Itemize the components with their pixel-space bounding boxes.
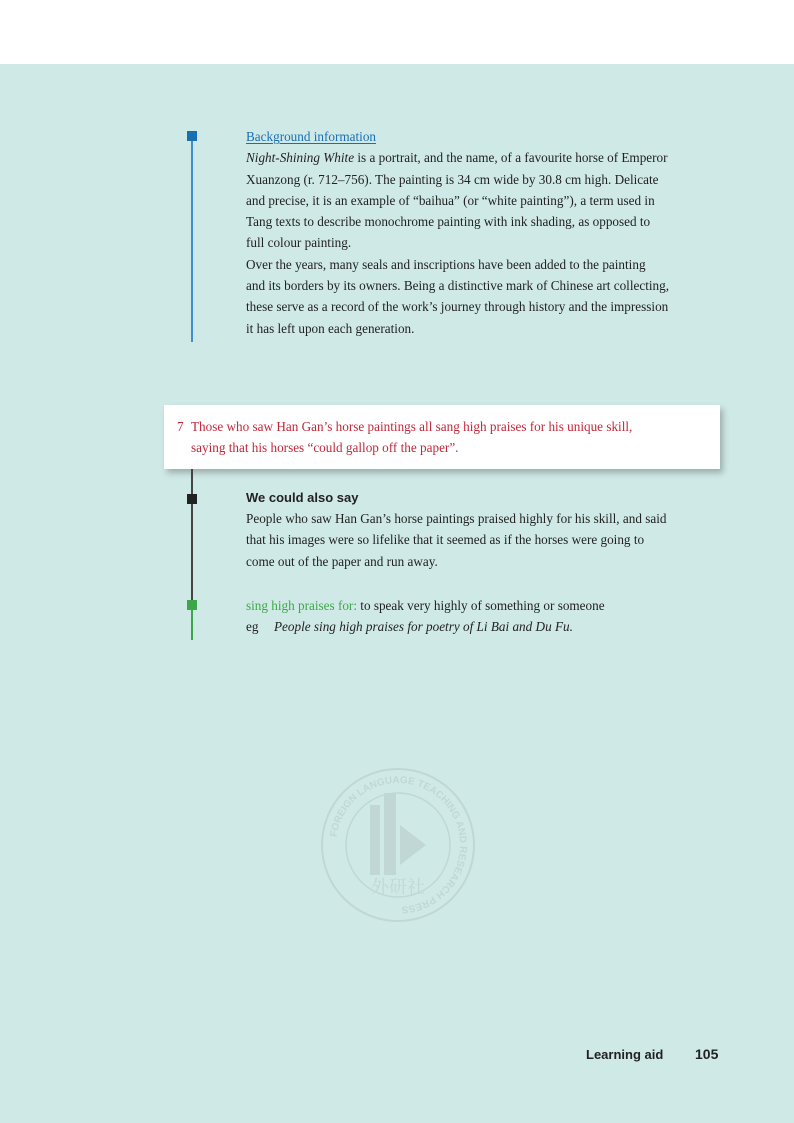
also-say-title: We could also say bbox=[246, 490, 359, 505]
background-info-paragraph-1: Night-Shining White is a portrait, and the name, of a favourite horse of Emperor Xuanzong (r. 712–756). The painting is 34 cm wide by 30.8 cm high. Delicate and precise, it is an example of “baihua” (or “white painting”), a term used in Tang texts to describe monochrome painting with ink shading, as opposed to full colour painting. bbox=[246, 150, 668, 251]
also-say-line bbox=[191, 469, 193, 604]
also-say-block: We could also say People who saw Han Gan’s horse paintings praised highly for his skill, and said that his images were so lifelike that it seemed as if the horses were going to come out of the paper and run away. bbox=[246, 487, 726, 572]
vocab-term: sing high praises for: bbox=[246, 598, 357, 613]
footer-section-label: Learning aid bbox=[586, 1047, 664, 1062]
background-info-title: Background information bbox=[246, 129, 377, 144]
sentence-number: 7 bbox=[177, 419, 184, 434]
sentence-callout bbox=[164, 405, 720, 469]
example-sentence: People sing high praises for poetry of Li Bai and Du Fu. bbox=[274, 619, 573, 635]
background-info-marker bbox=[187, 131, 197, 141]
vocab-definition: to speak very highly of something or someone bbox=[356, 598, 605, 613]
svg-text:FOREIGN LANGUAGE TEACHING AND: FOREIGN LANGUAGE TEACHING AND RESEARCH PRESS bbox=[328, 774, 469, 915]
painting-title: Night-Shining White bbox=[246, 150, 355, 166]
publisher-watermark-logo bbox=[318, 765, 478, 925]
page-number: 105 bbox=[695, 1046, 719, 1062]
background-info-block bbox=[246, 126, 726, 339]
vocab-marker bbox=[187, 600, 197, 610]
background-info-line bbox=[191, 135, 193, 342]
vocab-block bbox=[246, 595, 726, 638]
example-label: eg bbox=[246, 619, 259, 635]
sentence-text: Those who saw Han Gan’s horse paintings all sang high praises for his unique skill, saying that his horses “could gallop off the paper”. bbox=[191, 419, 633, 456]
also-say-marker bbox=[187, 494, 197, 504]
svg-text:外研社: 外研社 bbox=[371, 877, 425, 898]
background-info-paragraph-2: Over the years, many seals and inscriptions have been added to the painting and its borders by its owners. Being a distinctive mark of Chinese art collecting, these serve as a record of the work’s journey through history and the impression it has left upon each generation. bbox=[246, 256, 670, 336]
